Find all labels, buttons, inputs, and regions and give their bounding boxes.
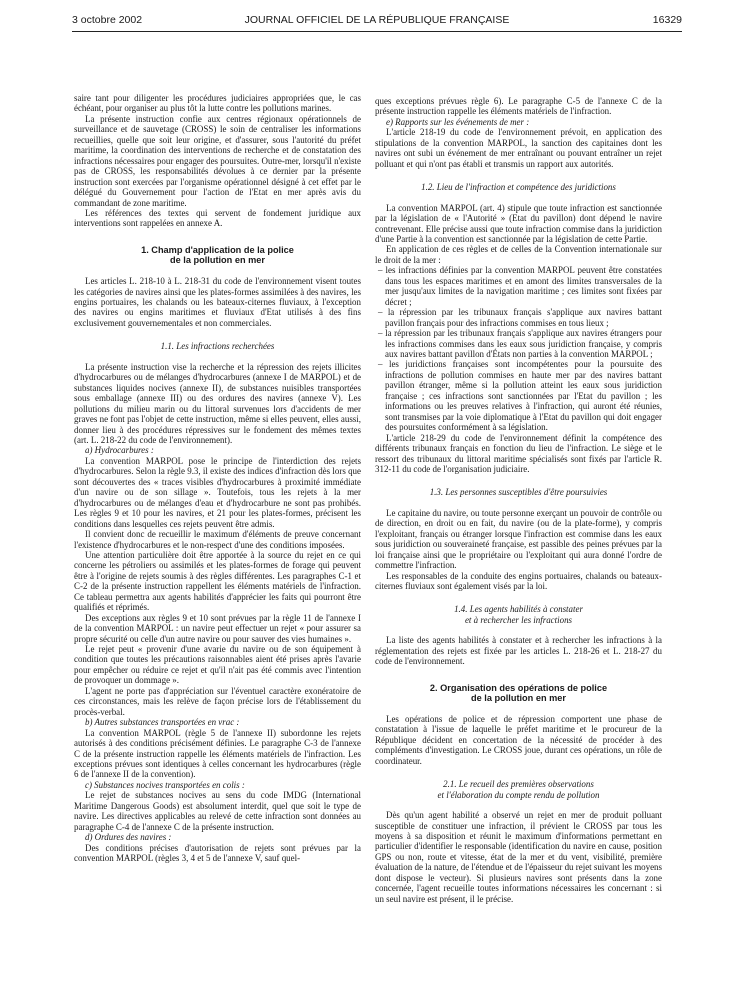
right-column <box>375 96 662 904</box>
paragraph: Le capitaine du navire, ou toute personne exerçant un pouvoir de contrôle ou de direction, en droit ou en fait, du navire (ou de la plate-forme), y compris l'exploitant, français ou étranger lorsque l'infraction est commise dans les eaux sous juridiction ou souveraineté française, est passible des peines prévues par la loi française ainsi que le propriétaire ou l'exploitant qui aura donné l'ordre de commettre l'infraction. <box>375 507 662 571</box>
paragraph: L'article 218-29 du code de l'environnement définit la compétence des différents tribunaux français en fonction du lieu de l'infraction. Le siège et le ressort des tribunaux du littoral maritime spécialisés sont fixés par l'article R. 312-11 du code de l'organisation judiciaire. <box>375 432 662 474</box>
left-column <box>74 93 361 864</box>
list-item: – les juridictions françaises sont incompétentes pour la poursuite des infractions de pollution commises en haute mer par des navires battant pavillon étranger, même si la pollution atteint les eaux sous juridiction française ; ces infractions sont sanctionnées par l'Etat du pavillon ; les informations ou les preuves relatives à l'infraction, qui auront été réunies, sont transmises par la voie diplomatique à l'Etat du pavillon qui doit engager des poursuites conformément à sa législation. <box>378 359 662 433</box>
header-page-number: 16329 <box>652 14 682 26</box>
section-heading: 1. Champ d'application de la police de la pollution en mer <box>141 244 294 266</box>
section-heading: 2. Organisation des opérations de police de la pollution en mer <box>429 682 608 704</box>
paragraph: La convention MARPOL (règle 5 de l'annexe II) subordonne les rejets autorisés à des conditions précisément définies. Le paragraphe C-3 de l'annexe C de la présente instruction rappelle les éléments matériels de l'infraction. Les exceptions prévues sont identiques à celles concernant les hydrocarbures (règle 6 de l'annexe II de la convention). <box>74 727 361 780</box>
subsection-heading: 1.2. Lieu de l'infraction et compétence des juridictions <box>421 182 616 193</box>
paragraph: Le rejet peut « provenir d'une avarie du navire ou de son équipement à condition que toutes les précautions raisonnables aient été prises après l'avarie pour empêcher ou réduire ce rejet et qu'il n'ait pas été commis avec l'intention de provoquer un dommage ». <box>74 644 361 686</box>
paragraph: La présente instruction vise la recherche et la répression des rejets illicites d'hydrocarbures ou de mélanges d'hydrocarbures (annexe I de MARPOL) et de substances liquides nocives (annexe II), de substances nuisibles transportées sous emballage (annexe III) ou des ordures des navires (annexe V). Les pollutions du milieu marin ou du littoral survenues lors d'accidents de mer graves ne font pas l'objet de cette instruction, même si elles peuvent, elles aussi, donner lieu à des procédures répressives sur le fondement des mêmes textes (art. L. 218-22 du code de l'environnement). <box>74 361 361 445</box>
list-item: – la répression par les tribunaux français s'applique aux navires battant pavillon français pour des infractions commises en tous lieux ; <box>378 307 662 328</box>
list-item: – la répression par les tribunaux français s'applique aux navires étrangers pour les infractions commises dans les eaux sous juridiction française, y compris aux navires battant pavillon d'États non parties à la convention MARPOL ; <box>378 328 662 359</box>
paragraph: Des conditions précises d'autorisation de rejets sont prévues par la convention MARPOL (règles 3, 4 et 5 de l'annexe V, sauf quel- <box>74 842 361 864</box>
paragraph: La convention MARPOL (art. 4) stipule que toute infraction est sanctionnée par la législation de « l'Autorité » (Etat du pavillon) dont dépend le navire contrevenant. Elle précise aussi que toute infraction commise dans la juridiction d'une Partie à la convention est sanctionnée par la législation de cette Partie. <box>375 202 662 244</box>
item-heading: d) Ordures des navires : <box>85 832 172 843</box>
paragraph: Une attention particulière doit être apportée à la source du rejet en ce qui concerne les pétroliers ou assimilés et les plates-formes de forage qui peuvent être à l'origine de rejets soumis à des règles différentes. Les paragraphes C-1 et C-2 de la présente instruction rappellent les éléments matériels de l'infraction. Ce tableau permettra aux agents habilités d'apprécier les faits qui pourront être qualifiés et réprimés. <box>74 549 361 613</box>
paragraph: La liste des agents habilités à constater et à rechercher les infractions à la réglementation des rejets est fixée par les articles L. 218-26 et L. 218-27 du code de l'environnement. <box>375 635 662 667</box>
paragraph: Les responsables de la conduite des engins portuaires, chalands ou bateaux-citernes fluviaux sont également visés par la loi. <box>375 570 662 592</box>
paragraph: Des exceptions aux règles 9 et 10 sont prévues par la règle 11 de l'annexe I de la convention MARPOL : un navire peut effectuer un rejet « pour assurer sa propre sécurité ou celle d'un autre navire ou pour sauver des vies humaines ». <box>74 612 361 644</box>
paragraph: Les opérations de police et de répression comportent une phase de constatation à l'issue de laquelle le préfet maritime et le procureur de la République décident en concertation de la nécessité de procéder à des compléments d'investigation. Le CROSS joue, durant ces opérations, un rôle de coordinateur. <box>375 713 662 766</box>
paragraph: Les articles L. 218-10 à L. 218-31 du code de l'environnement visent toutes les catégories de navires ainsi que les plates-formes assimilées à des navires, les engins portuaires, les chalands ou les bateaux-citernes fluviaux, à l'exception des navires ou engins maritimes et fluviaux d'Etat utilisés à des fins exclusivement gouvernementales et non commerciales. <box>74 276 361 328</box>
page-header <box>72 14 682 30</box>
subsection-heading: 1.4. Les agents habilités à constater et à rechercher les infractions <box>454 604 583 625</box>
paragraph: L'agent ne porte pas d'appréciation sur l'éventuel caractère exonératoire de ces circonstances, mais les relève de façon précise lors de l'établissement du procès-verbal. <box>74 685 361 717</box>
paragraph: Les références des textes qui servent de fondement juridique aux interventions sont rappelées en annexe A. <box>74 207 361 229</box>
paragraph: En application de ces règles et de celles de la Convention internationale sur le droit de la mer : <box>375 244 662 265</box>
paragraph: ques exceptions prévues règle 6). Le paragraphe C-5 de l'annexe C de la présente instruction rappelle les éléments matériels de l'infraction. <box>375 96 662 117</box>
header-date: 3 octobre 2002 <box>72 14 143 26</box>
header-title: JOURNAL OFFICIEL DE LA RÉPUBLIQUE FRANÇAISE <box>244 14 510 26</box>
paragraph: Le rejet de substances nocives au sens du code IMDG (International Maritime Dangerous Goods) est absolument interdit, quel que soit le type de navire. Les directives applicables au relevé de cette infraction sont données au paragraphe C-4 de l'annexe C de la présente instruction. <box>74 790 361 832</box>
item-heading: c) Substances nocives transportées en colis : <box>85 779 245 790</box>
paragraph: L'article 218-19 du code de l'environnement prévoit, en application des stipulations de la convention MARPOL, la sanction des capitaines dont les navires ont subi un événement de mer entraînant ou pouvant entraîner un rejet polluant et qui n'ont pas établi et transmis un rapport aux autorités. <box>375 127 662 169</box>
item-heading: b) Autres substances transportées en vrac : <box>85 717 240 728</box>
subsection-heading: 2.1. Le recueil des premières observations et l'élaboration du compte rendu de pollution <box>437 779 600 800</box>
subsection-heading: 1.1. Les infractions recherchées <box>160 341 275 352</box>
paragraph: La présente instruction confie aux centres régionaux opérationnels de surveillance et de sauvetage (CROSS) le soin de centraliser les informations recueillies, quelle que soit leur origine, et d'assurer, sous l'autorité du préfet maritime, la coordination des interventions de recherche et de constatation des infractions nécessaires pour engager des poursuites. Outre-mer, lorsqu'il n'existe pas de CROSS, les responsabilités dévolues à ce dernier par la présente instruction sont exercées par l'organisme opérationnel désigné à cet effet par le délégué du Gouvernement pour l'action de l'Etat en mer après avis du commandant de zone maritime. <box>74 113 361 208</box>
item-heading: a) Hydrocarbures : <box>85 445 154 456</box>
item-heading: e) Rapports sur les événements de mer : <box>386 116 530 127</box>
header-rule <box>72 31 682 32</box>
paragraph: Il convient donc de recueillir le maximum d'éléments de preuve concernant l'existence d'hydrocarbures et le non-respect d'une des conditions imposées. <box>74 529 361 550</box>
paragraph: saire tant pour diligenter les procédures judiciaires appropriées que, le cas échéant, pour organiser au plus tôt la lutte contre les pollutions marines. <box>74 93 361 114</box>
list-item: – les infractions définies par la convention MARPOL peuvent être constatées dans tous les espaces maritimes et en amont des limites transversales de la mer jusqu'aux limites de la navigation maritime ; ces limites sont fixées par décret ; <box>378 265 662 307</box>
subsection-heading: 1.3. Les personnes susceptibles d'être poursuivies <box>429 487 608 498</box>
paragraph: La convention MARPOL pose le principe de l'interdiction des rejets d'hydrocarbures. Selon la règle 9.3, il existe des indices d'infraction dès lors que sont découvertes des « traces visibles d'hydrocarbures à proximité immédiate d'un navire ou de son sillage ». Toutefois, tous les rejets à la mer d'hydrocarbures ou de mélanges d'eau et d'hydrocarbure ne sont pas prohibés. Les règles 9 et 10 pour les navires, et 21 pour les plates-formes, précisent les conditions dans lesquelles ces rejets peuvent être admis. <box>74 455 361 529</box>
paragraph: Dès qu'un agent habilité a observé un rejet en mer de produit polluant susceptible de constituer une infraction, il prévient le CROSS par tous les moyens à sa disposition et réunit le maximum d'informations permettant en particulier d'identifier le responsable (identification du navire en cause, position GPS ou non, route et vitesse, état de la mer et du vent, visibilité, première évaluation de la nature, de l'étendue et de l'épaisseur du rejet suivant les moyens dont dispose le vecteur). Si plusieurs navires sont présents dans la zone concernée, l'agent recueille toutes informations nécessaires les concernant : si un seul navire est présent, il le précise. <box>375 810 662 904</box>
